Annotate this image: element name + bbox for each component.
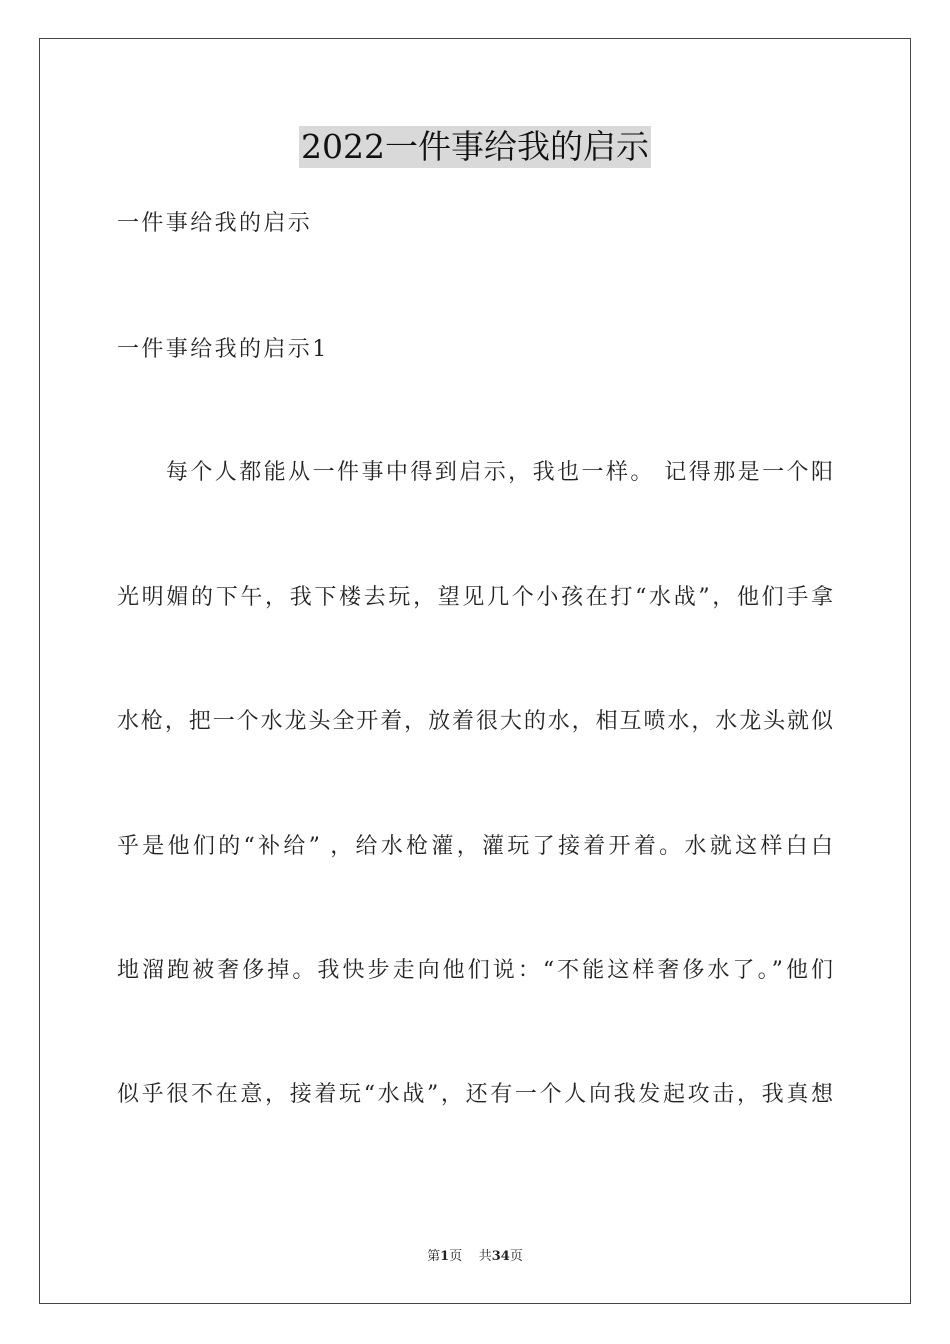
body-line-2: 光明媚的下午，我下楼去玩，望见几个小孩在打“水战”，他们手拿 xyxy=(117,585,833,610)
page-prefix: 第 xyxy=(427,1249,441,1264)
total-prefix: 共 xyxy=(478,1249,492,1264)
page-number: 1 xyxy=(440,1249,450,1264)
total-pages: 34 xyxy=(491,1249,510,1264)
body-line-4: 乎是他们的“补给” ，给水枪灌，灌玩了接着开着。水就这样白白 xyxy=(117,834,833,859)
page-footer xyxy=(0,1245,950,1264)
document-subtitle: 一件事给我的启示 xyxy=(117,211,313,236)
total-suffix: 页 xyxy=(509,1249,523,1264)
body-line-6: 似乎很不在意，接着玩“水战”，还有一个人向我发起攻击，我真想 xyxy=(117,1082,833,1107)
body-line-5: 地溜跑被奢侈掉。我快步走向他们说：“不能这样奢侈水了。”他们 xyxy=(117,958,833,983)
body-line-1: 每个人都能从一件事中得到启示，我也一样。 记得那是一个阳 xyxy=(117,460,833,485)
page-suffix: 页 xyxy=(449,1249,463,1264)
section-heading: 一件事给我的启示1 xyxy=(117,337,329,362)
title-container xyxy=(0,126,950,168)
body-line-3: 水枪，把一个水龙头全开着，放着很大的水，相互喷水，水龙头就似 xyxy=(117,709,833,734)
document-title: 2022一件事给我的启示 xyxy=(301,127,649,166)
